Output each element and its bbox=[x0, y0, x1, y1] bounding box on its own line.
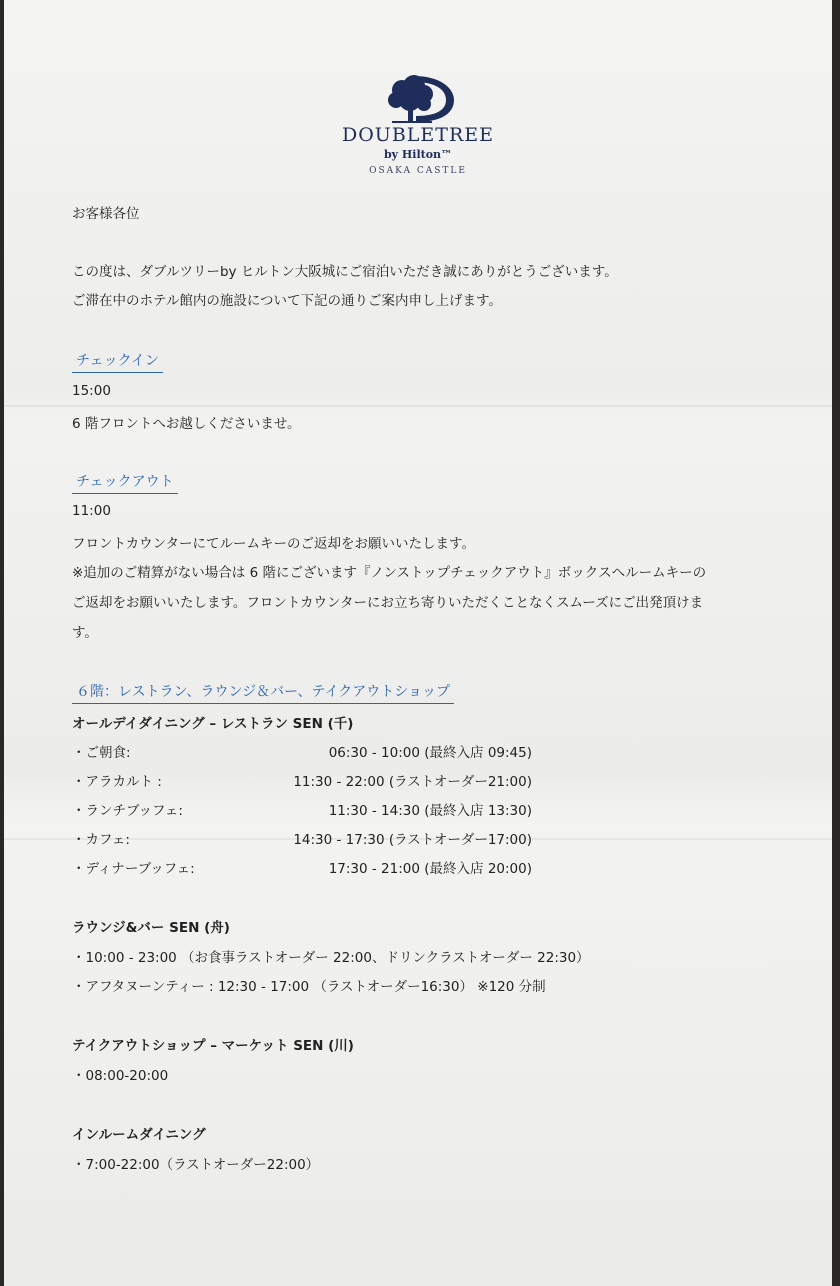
checkin-time: 15:00 bbox=[72, 383, 111, 399]
restaurant-title: オールデイダイニング – レストラン SEN (千) bbox=[72, 716, 354, 732]
tree-logo-icon bbox=[384, 72, 456, 124]
takeout-hours: ・08:00-20:00 bbox=[72, 1068, 169, 1084]
checkin-heading: チェックイン bbox=[72, 350, 163, 373]
intro-line: この度は、ダブルツリーby ヒルトン大阪城にご宿泊いただき誠にありがとうございます。 bbox=[72, 264, 618, 280]
takeout-title: テイクアウトショップ – マーケット SEN (川) bbox=[72, 1038, 354, 1054]
inroom-hours: ・7:00-22:00（ラストオーダー22:00） bbox=[72, 1157, 320, 1173]
checkin-note: 6 階フロントへお越しくださいませ。 bbox=[72, 416, 301, 432]
floor6-heading: ６階：レストラン、ラウンジ＆バー、テイクアウトショップ bbox=[72, 681, 454, 704]
checkout-note: ご返却をお願いいたします。フロントカウンターにお立ち寄りいただくことなくスムーズにご出発頂けま bbox=[72, 595, 704, 611]
restaurant-hours-row bbox=[72, 799, 532, 819]
meal-time: 14:30 - 17:30 (ラストオーダー17:00) bbox=[293, 832, 532, 848]
restaurant-hours-row bbox=[72, 828, 532, 848]
lounge-title: ラウンジ&バー SEN (舟) bbox=[72, 920, 230, 936]
checkout-note: ※追加のご精算がない場合は 6 階にございます『ノンストップチェックアウト』ボックスへルームキーの bbox=[72, 565, 707, 581]
lounge-hours: ・10:00 - 23:00 （お食事ラストオーダー 22:00、ドリンクラストオーダー 22:30） bbox=[72, 950, 590, 966]
meal-time: 06:30 - 10:00 (最終入店 09:45) bbox=[328, 745, 532, 761]
lounge-afternoon-tea: ・アフタヌーンティー : 12:30 - 17:00 （ラストオーダー16:30） ※120 分制 bbox=[72, 979, 546, 995]
meal-name: ・ランチブッフェ: bbox=[72, 803, 183, 819]
meal-name: ・アラカルト : bbox=[72, 774, 162, 790]
meal-name: ・ディナーブッフェ: bbox=[72, 861, 195, 877]
checkout-time: 11:00 bbox=[72, 503, 111, 519]
meal-time: 17:30 - 21:00 (最終入店 20:00) bbox=[328, 861, 532, 877]
meal-time: 11:30 - 14:30 (最終入店 13:30) bbox=[328, 803, 532, 819]
meal-time: 11:30 - 22:00 (ラストオーダー21:00) bbox=[293, 774, 532, 790]
restaurant-hours-row bbox=[72, 770, 532, 790]
checkout-note: す。 bbox=[72, 625, 98, 641]
letter-paper bbox=[4, 0, 832, 1286]
checkout-note: フロントカウンターにてルームキーのご返却をお願いいたします。 bbox=[72, 536, 475, 552]
intro-line: ご滞在中のホテル館内の施設について下記の通りご案内申し上げます。 bbox=[72, 293, 502, 309]
brand-location: OSAKA CASTLE bbox=[369, 166, 467, 176]
paper-fold bbox=[4, 405, 832, 407]
salutation: お客様各位 bbox=[72, 206, 140, 222]
inroom-title: インルームダイニング bbox=[72, 1127, 206, 1143]
restaurant-hours-row bbox=[72, 857, 532, 877]
restaurant-hours-row bbox=[72, 741, 532, 761]
meal-name: ・ご朝食: bbox=[72, 745, 131, 761]
meal-name: ・カフェ: bbox=[72, 832, 130, 848]
brand-sub: by Hilton™ bbox=[383, 148, 453, 161]
checkout-heading: チェックアウト bbox=[72, 471, 178, 494]
brand-name: DOUBLETREE bbox=[342, 124, 494, 146]
